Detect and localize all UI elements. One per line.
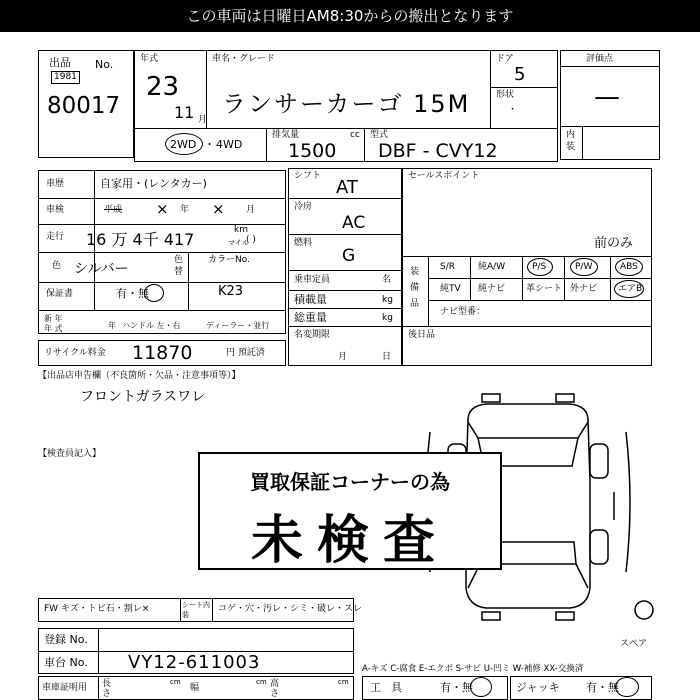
equip-aw: 純A/W xyxy=(478,262,506,272)
capacity-unit: 名 xyxy=(382,275,392,285)
inspection-year-unit: 年 xyxy=(180,205,190,215)
stamp-box xyxy=(198,452,502,570)
abs-circle-mark xyxy=(615,258,643,276)
equipment-label: 装備品 xyxy=(410,267,420,309)
equip-ps: P/S xyxy=(532,262,547,272)
after-date-label: 後日品 xyxy=(408,330,436,340)
color-label: 色 xyxy=(52,261,62,271)
ac-value: AC xyxy=(342,213,366,233)
recycle-value: 11870 xyxy=(132,342,193,364)
legend-seat-items: コゲ・穴・汚レ・シミ・破レ・スレ xyxy=(218,604,363,614)
equip-navi: 純ナビ xyxy=(478,284,506,294)
shape-value: ・ xyxy=(508,105,518,115)
lot-number: 80017 xyxy=(47,93,121,119)
chassis-label: 車台 No. xyxy=(44,656,88,669)
shape-label: 形状 xyxy=(496,90,515,100)
color-repaint: 色替 xyxy=(174,255,184,277)
airbag-circle-mark xyxy=(614,280,644,298)
jack-value: 有・無 xyxy=(586,681,619,694)
load-label: 積載量 xyxy=(294,293,327,306)
newcar-dealer: ディーラー・並行 xyxy=(206,321,270,330)
door-label: ドア xyxy=(496,54,514,64)
sales-note: 前のみ xyxy=(594,236,634,251)
equip-pw: P/W xyxy=(575,262,593,272)
drive-2wd: 2WD xyxy=(170,138,197,151)
certificate-cm1: cm xyxy=(170,678,181,686)
newcar-year: 年 xyxy=(108,321,116,330)
spare-label: スペア xyxy=(620,639,648,649)
newcar-handle: ハンドル 左・右 xyxy=(122,321,181,330)
door-value: 5 xyxy=(514,64,526,85)
history-value: 自家用・(レンタカー) xyxy=(100,177,207,190)
legend-seat: シート内装 xyxy=(182,601,210,619)
mileage-value: 16 万 4千 417 xyxy=(86,230,195,249)
year-label: 年式 xyxy=(140,54,159,64)
model-label: 車名・グレード xyxy=(212,54,276,64)
ac-label: 冷房 xyxy=(294,202,313,212)
weight-unit: kg xyxy=(382,313,393,323)
inspection-month-unit: 月 xyxy=(246,205,256,215)
color-value: シルバー xyxy=(74,261,129,277)
color-code-value: K23 xyxy=(218,284,244,299)
notes-value: フロントガラスワレ xyxy=(80,389,206,405)
equip-airbag: エアB xyxy=(618,284,643,294)
drive-4wd: 4WD xyxy=(216,138,243,151)
weight-label: 総重量 xyxy=(294,311,327,324)
lot-box xyxy=(38,50,134,158)
fuel-value: G xyxy=(342,246,356,266)
grade-value: — xyxy=(594,82,620,112)
load-unit: kg xyxy=(382,295,393,305)
stamp-line1: 買取保証コーナーの為 xyxy=(250,470,450,494)
color-code-label: カラーNo. xyxy=(208,255,250,265)
inspection-month: × xyxy=(212,200,225,218)
inspection-year: × xyxy=(156,200,169,218)
lot-label: 出品 xyxy=(49,56,71,69)
certificate-cm3: cm xyxy=(338,678,349,686)
jack-label: ジャッキ xyxy=(516,681,560,694)
equip-tv: 純TV xyxy=(440,284,461,294)
type-value: DBF - CVY12 xyxy=(378,140,498,162)
grade-label: 評価点 xyxy=(586,54,614,64)
fuel-label: 燃料 xyxy=(294,238,313,248)
tools-value: 有・無 xyxy=(440,681,473,694)
certificate-label: 車庫証明用 xyxy=(42,683,88,693)
drive-sep: ・ xyxy=(204,138,215,151)
history-label: 車歴 xyxy=(46,179,65,189)
drive-circle-mark xyxy=(165,133,203,155)
lot-code: 1981 xyxy=(51,71,80,84)
tools-circle-mark xyxy=(470,677,492,697)
damage-codes: A-キズ C-腐食 E-エクボ S-サビ U-凹ミ W-補修 XX-交換済 xyxy=(362,664,584,674)
warranty-circle-mark xyxy=(144,284,164,302)
change-date-month: 月 xyxy=(338,352,348,362)
recycle-label: リサイクル料金 xyxy=(44,348,106,358)
displacement-label: 排気量 xyxy=(272,130,300,140)
certificate-wide: 幅 xyxy=(190,683,200,693)
shift-label: シフト xyxy=(294,171,322,181)
type-label: 型式 xyxy=(370,130,389,140)
mileage-label: 走行 xyxy=(46,232,65,242)
year-month: 11 xyxy=(174,103,195,122)
navi-model-label: ナビ型番： xyxy=(440,307,486,317)
warranty-label: 保証書 xyxy=(46,289,74,299)
mileage-km: km xyxy=(234,225,248,235)
mileage-mile: マイル xyxy=(228,239,249,247)
legend-fw: FW キズ・トビ石・割レ× xyxy=(44,604,150,614)
chassis-value: VY12-611003 xyxy=(128,652,261,673)
newcar-label2: 年 式 xyxy=(44,324,63,333)
equip-leather: 革シート xyxy=(526,284,563,294)
jack-circle-mark xyxy=(615,677,639,697)
interior-label: 内装 xyxy=(566,130,576,152)
inspection-era: 平成 xyxy=(104,205,123,215)
ps-circle-mark xyxy=(527,258,553,276)
certificate-cm2: cm xyxy=(256,678,267,686)
newcar-label1: 新 年 xyxy=(44,314,63,323)
capacity-label: 乗車定員 xyxy=(294,275,331,285)
certificate-high: 高さ xyxy=(270,679,280,699)
equip-extnavi: 外ナビ xyxy=(570,284,598,294)
registration-label: 登録 No. xyxy=(44,633,88,646)
sales-label: セールスポイント xyxy=(408,171,480,181)
change-date-day: 日 xyxy=(382,352,392,362)
pw-circle-mark xyxy=(570,258,598,276)
shift-value: AT xyxy=(336,177,358,198)
equip-abs: ABS xyxy=(620,262,638,272)
year-month-unit: 月 xyxy=(198,115,208,125)
certificate-long: 長さ xyxy=(102,679,112,699)
recycle-unit: 円 預託済 xyxy=(226,348,265,358)
equip-sr: S/R xyxy=(440,262,455,272)
displacement-unit: cc xyxy=(350,130,360,140)
lot-no-label: No. xyxy=(95,58,114,71)
notice-banner: この車両は日曜日AM8:30からの搬出となります xyxy=(0,0,700,32)
inspector-label: 【検査員記入】 xyxy=(38,449,102,459)
model-value: ランサーカーゴ 15M xyxy=(222,90,471,118)
inspection-label: 車検 xyxy=(46,205,65,215)
year-value: 23 xyxy=(146,72,180,102)
notes-label: 【出品店申告欄（不良箇所・欠品・注意事項等）】 xyxy=(38,371,241,381)
stamp-line2: 未検査 xyxy=(250,511,449,571)
mileage-paren: ( ) xyxy=(246,235,256,245)
warranty-value: 有・無 xyxy=(116,287,149,300)
displacement-value: 1500 xyxy=(288,140,337,162)
tools-label: 工具 xyxy=(370,681,412,694)
change-date-label: 名変期限 xyxy=(294,330,331,340)
